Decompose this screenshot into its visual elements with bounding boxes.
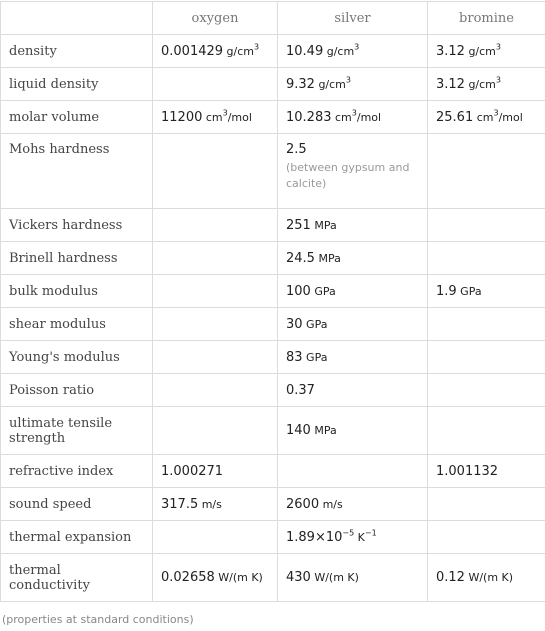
header-oxygen: oxygen xyxy=(153,2,278,35)
cell-unit: m/s xyxy=(319,497,343,511)
cell-value: 2600 xyxy=(286,496,320,512)
table-row xyxy=(1,308,545,341)
cell-value: 2.5 xyxy=(286,142,307,157)
cell-silver xyxy=(278,374,428,407)
row-label: sound speed xyxy=(1,488,153,521)
cell-unit: GPa xyxy=(302,350,328,364)
cell-value: 100 xyxy=(286,283,311,299)
cell-oxygen xyxy=(153,341,278,374)
row-label: ultimate tensile strength xyxy=(1,407,153,455)
cell-value: 3.12 xyxy=(436,43,465,59)
cell-value: 25.61 xyxy=(436,109,474,125)
cell-exponent: 3 xyxy=(222,108,228,118)
cell-exponent: −5 xyxy=(342,528,355,538)
cell-oxygen xyxy=(153,488,278,521)
row-label: Mohs hardness xyxy=(1,134,153,209)
cell-bromine xyxy=(428,374,545,407)
table-row xyxy=(1,488,545,521)
cell-value: 10.283 xyxy=(286,109,332,125)
cell-unit: cm xyxy=(202,110,223,124)
table-row xyxy=(1,101,545,134)
cell-value: 1.000271 xyxy=(161,463,224,479)
cell-unit: GPa xyxy=(456,284,482,298)
cell-unit-suffix: K xyxy=(354,530,365,544)
cell-bromine xyxy=(428,407,545,455)
cell-oxygen xyxy=(153,407,278,455)
cell-unit: g/cm xyxy=(223,44,254,58)
properties-table xyxy=(0,1,545,602)
cell-silver xyxy=(278,68,428,101)
cell-exponent: 3 xyxy=(253,42,260,52)
cell-silver xyxy=(278,308,428,341)
cell-value: 83 xyxy=(286,349,303,365)
row-label: molar volume xyxy=(1,101,153,134)
cell-exponent: 3 xyxy=(495,42,501,52)
row-label: bulk modulus xyxy=(1,275,153,308)
cell-silver xyxy=(278,455,428,488)
cell-bromine xyxy=(428,341,545,374)
cell-unit: MPa xyxy=(314,251,341,265)
header-bromine: bromine xyxy=(428,2,545,35)
cell-value: 0.37 xyxy=(286,382,315,398)
cell-oxygen xyxy=(153,554,278,602)
cell-value: 24.5 xyxy=(286,250,315,266)
row-label: Vickers hardness xyxy=(1,209,153,242)
cell-value: 30 xyxy=(286,316,303,332)
cell-silver xyxy=(278,341,428,374)
cell-exponent: 3 xyxy=(493,108,499,118)
cell-bromine xyxy=(428,101,545,134)
table-row xyxy=(1,341,545,374)
cell-oxygen xyxy=(153,374,278,407)
cell-oxygen xyxy=(153,101,278,134)
cell-value: 1.001132 xyxy=(436,463,499,479)
cell-value: 0.001429 xyxy=(161,43,224,59)
cell-bromine xyxy=(428,488,545,521)
cell-silver xyxy=(278,275,428,308)
cell-bromine xyxy=(428,209,545,242)
cell-value: 1.9 xyxy=(436,283,457,299)
cell-bromine xyxy=(428,35,545,68)
cell-value: 11200 xyxy=(161,109,203,125)
cell-oxygen xyxy=(153,209,278,242)
cell-silver xyxy=(278,35,428,68)
cell-unit: W/(m K) xyxy=(214,571,263,584)
cell-silver xyxy=(278,134,428,209)
cell-value: 140 xyxy=(286,423,311,438)
table-row xyxy=(1,68,545,101)
header-empty xyxy=(1,2,153,35)
table-row xyxy=(1,374,545,407)
table-row xyxy=(1,209,545,242)
cell-value: 9.32 xyxy=(286,76,315,92)
cell-bromine xyxy=(428,455,545,488)
cell-silver xyxy=(278,101,428,134)
cell-bromine xyxy=(428,554,545,602)
cell-exponent: 3 xyxy=(351,108,357,118)
row-label: thermal conductivity xyxy=(1,554,153,602)
cell-bromine xyxy=(428,68,545,101)
cell-silver xyxy=(278,407,428,455)
row-label: Brinell hardness xyxy=(1,242,153,275)
header-row xyxy=(1,2,545,35)
row-label: Young's modulus xyxy=(1,341,153,374)
cell-value: 10.49 xyxy=(286,43,324,59)
cell-exponent: 3 xyxy=(495,75,501,85)
row-label: liquid density xyxy=(1,68,153,101)
cell-oxygen xyxy=(153,35,278,68)
cell-oxygen xyxy=(153,242,278,275)
cell-unit: g/cm xyxy=(464,77,496,91)
table-row xyxy=(1,521,545,554)
cell-exponent: 3 xyxy=(345,75,351,85)
cell-oxygen xyxy=(153,308,278,341)
cell-bromine xyxy=(428,521,545,554)
cell-unit-suffix: /mol xyxy=(356,110,382,124)
cell-silver xyxy=(278,242,428,275)
cell-exponent: 3 xyxy=(354,42,360,52)
cell-oxygen xyxy=(153,134,278,209)
cell-oxygen xyxy=(153,68,278,101)
cell-silver xyxy=(278,554,428,602)
row-label: Poisson ratio xyxy=(1,374,153,407)
cell-value: 430 xyxy=(286,570,311,585)
header-silver: silver xyxy=(278,2,428,35)
cell-unit-suffix: /mol xyxy=(498,110,523,124)
table-row xyxy=(1,275,545,308)
cell-unit: g/cm xyxy=(323,44,355,58)
row-label: density xyxy=(1,35,153,68)
cell-unit: W/(m K) xyxy=(310,571,359,584)
row-label: refractive index xyxy=(1,455,153,488)
footnote: (properties at standard conditions) xyxy=(2,613,194,626)
cell-value: 1.89×10 xyxy=(286,529,343,545)
cell-bromine xyxy=(428,308,545,341)
cell-silver xyxy=(278,209,428,242)
cell-bromine xyxy=(428,134,545,209)
cell-oxygen xyxy=(153,455,278,488)
cell-unit: MPa xyxy=(310,218,337,232)
cell-note: (between gypsum and calcite) xyxy=(286,161,410,190)
table-row xyxy=(1,554,545,602)
cell-unit: GPa xyxy=(310,284,336,298)
cell-unit: MPa xyxy=(310,424,337,437)
row-label: shear modulus xyxy=(1,308,153,341)
row-label: thermal expansion xyxy=(1,521,153,554)
cell-oxygen xyxy=(153,275,278,308)
cell-value: 0.12 xyxy=(436,570,465,585)
cell-bromine xyxy=(428,242,545,275)
cell-bromine xyxy=(428,275,545,308)
cell-unit: g/cm xyxy=(314,77,346,91)
table-row xyxy=(1,242,545,275)
table-row xyxy=(1,455,545,488)
cell-unit: m/s xyxy=(198,497,222,511)
cell-unit: cm xyxy=(473,110,494,124)
table-row xyxy=(1,134,545,209)
cell-oxygen xyxy=(153,521,278,554)
cell-silver xyxy=(278,488,428,521)
cell-unit: g/cm xyxy=(464,44,496,58)
cell-value: 0.02658 xyxy=(161,570,215,585)
cell-exponent-suffix: −1 xyxy=(364,528,377,538)
cell-unit-suffix: /mol xyxy=(227,110,252,124)
table-row xyxy=(1,35,545,68)
cell-unit: W/(m K) xyxy=(464,571,514,584)
cell-silver xyxy=(278,521,428,554)
table-row xyxy=(1,407,545,455)
cell-value: 317.5 xyxy=(161,496,199,512)
cell-value: 251 xyxy=(286,217,311,233)
cell-unit: GPa xyxy=(302,317,328,331)
cell-value: 3.12 xyxy=(436,76,465,92)
cell-unit: cm xyxy=(331,110,352,124)
